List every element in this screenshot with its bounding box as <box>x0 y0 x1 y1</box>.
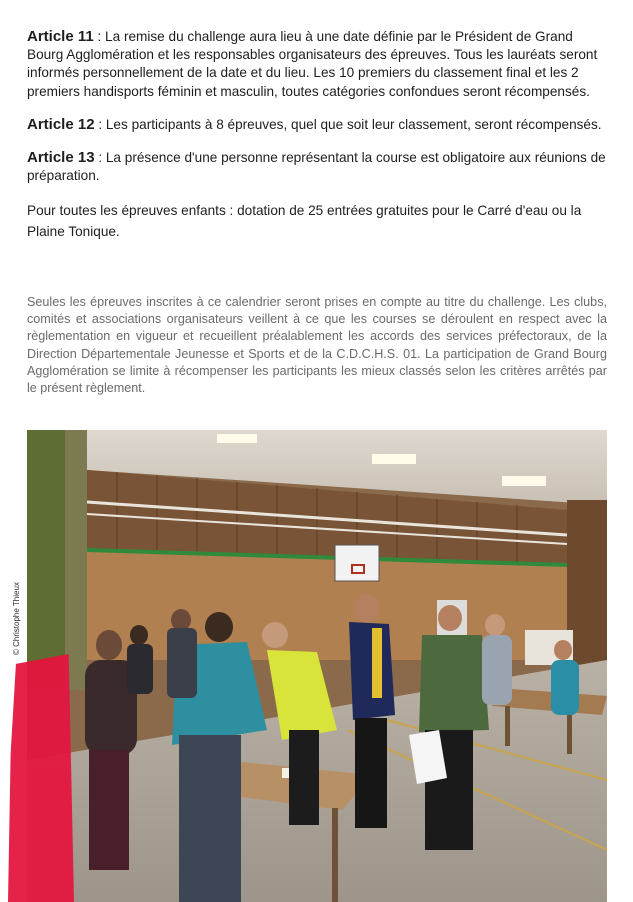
article-11-label: Article 11 <box>27 28 94 45</box>
article-13-text: : La présence d'une personne représentant la course est obligatoire aux réunions de préparation. <box>27 150 606 184</box>
articles-section <box>27 28 607 257</box>
children-note: Pour toutes les épreuves enfants : dotation de 25 entrées gratuites pour le Carré d'eau ou la Plaine Tonique. <box>27 203 582 240</box>
article-12 <box>27 116 607 134</box>
article-12-text: : Les participants à 8 épreuves, quel que soit leur classement, seront récompensés. <box>94 116 602 132</box>
gymnasium-photo <box>27 430 607 902</box>
decorative-red-band <box>8 654 74 902</box>
disclaimer-paragraph: Seules les épreuves inscrites à ce calendrier seront prises en compte au titre du challenge. Les clubs, comités et associations organisateurs veillent à ce que les courses se déroulent en respect avec la règlementation en vigueur et recueillent préalablement les accords des services préfectoraux, de la Direction Départementale Jeunesse et Sports et de la C.D.C.H.S. 01. La participation de Grand Bourg Agglomération se limite à récompenser les participants les mieux classés selon les critères arrêtés par le présent règlement. <box>27 295 607 396</box>
article-12-label: Article 12 <box>27 115 95 133</box>
article-11-text: : La remise du challenge aura lieu à une date définie par le Président de Grand Bourg Agglomération et les responsables organisateurs des épreuves. Tous les lauréats seront informés personnellement de la date et du lieu. Les 10 premiers du classement final et les 2 premiers handisports féminin et masculin, toutes catégories confondues seront récompensés. <box>27 29 598 99</box>
article-13-label: Article 13 <box>27 149 95 167</box>
gymnasium-photo-illustration <box>27 430 607 902</box>
photo-credit: © Christophe Thieux <box>12 582 21 655</box>
article-11 <box>27 28 607 101</box>
article-13 <box>27 149 607 185</box>
